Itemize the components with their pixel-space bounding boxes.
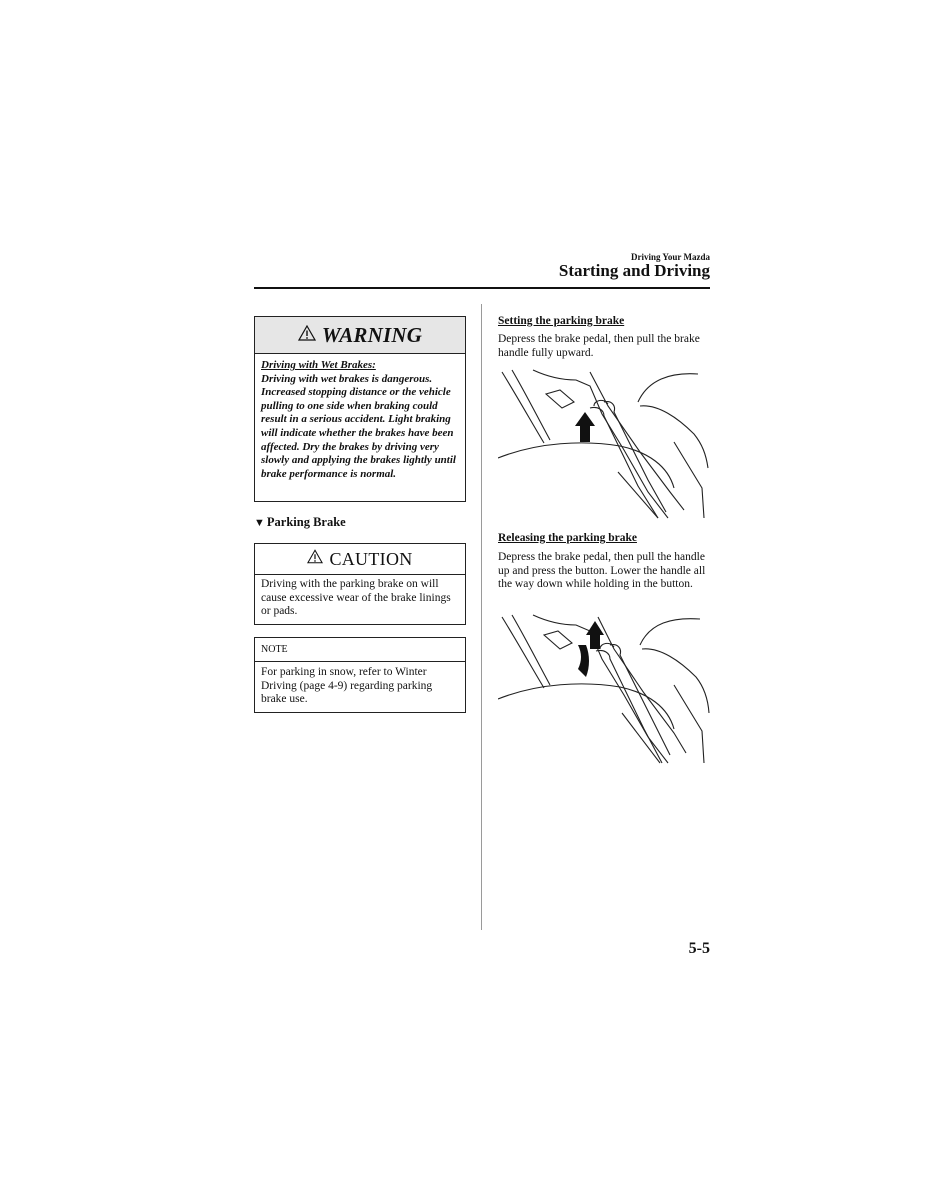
section-heading xyxy=(254,515,346,530)
setting-heading: Setting the parking brake xyxy=(498,315,625,327)
warning-title: WARNING xyxy=(321,322,423,347)
releasing-heading: Releasing the parking brake xyxy=(498,532,637,544)
warning-body xyxy=(255,354,465,481)
warning-header xyxy=(255,317,465,354)
warning-subtitle: Driving with Wet Brakes: xyxy=(261,359,376,371)
caution-box xyxy=(254,543,466,625)
page-number: 5-5 xyxy=(688,940,710,957)
caution-title: CAUTION xyxy=(329,548,413,569)
header-rule xyxy=(254,287,710,289)
caution-header xyxy=(255,544,465,575)
chapter-title: Starting and Driving xyxy=(558,261,710,280)
section-marker-icon: ▼ xyxy=(254,517,265,529)
note-title: NOTE xyxy=(255,638,465,662)
setting-text: Depress the brake pedal, then pull the brake handle fully upward. xyxy=(498,333,700,359)
warning-text: Driving with wet brakes is dangerous. Increased stopping distance or the vehicle pulling to one side when braking could result in a serious accident. Light braking will indicate whether the brakes have been affected. Dry the brakes by driving very slowly and applying the brakes lightly until brake performance is normal. xyxy=(261,372,456,480)
section-label: Driving Your Mazda xyxy=(630,252,710,262)
parking-brake-set-illustration xyxy=(498,368,710,526)
parking-brake-release-illustration xyxy=(498,613,710,771)
note-text: For parking in snow, refer to Winter Driving (page 4-9) regarding parking brake use. xyxy=(261,666,433,706)
note-box xyxy=(254,637,466,713)
warning-box xyxy=(254,316,466,502)
caution-text: Driving with the parking brake on will cause excessive wear of the brake linings or pads. xyxy=(261,578,451,618)
releasing-text: Depress the brake pedal, then pull the handle up and press the button. Lower the handle all the way down while holding in the button. xyxy=(498,551,706,591)
column-divider xyxy=(481,304,482,930)
warning-triangle-icon xyxy=(298,325,316,346)
caution-triangle-icon xyxy=(307,549,323,569)
section-title: Parking Brake xyxy=(266,515,346,529)
